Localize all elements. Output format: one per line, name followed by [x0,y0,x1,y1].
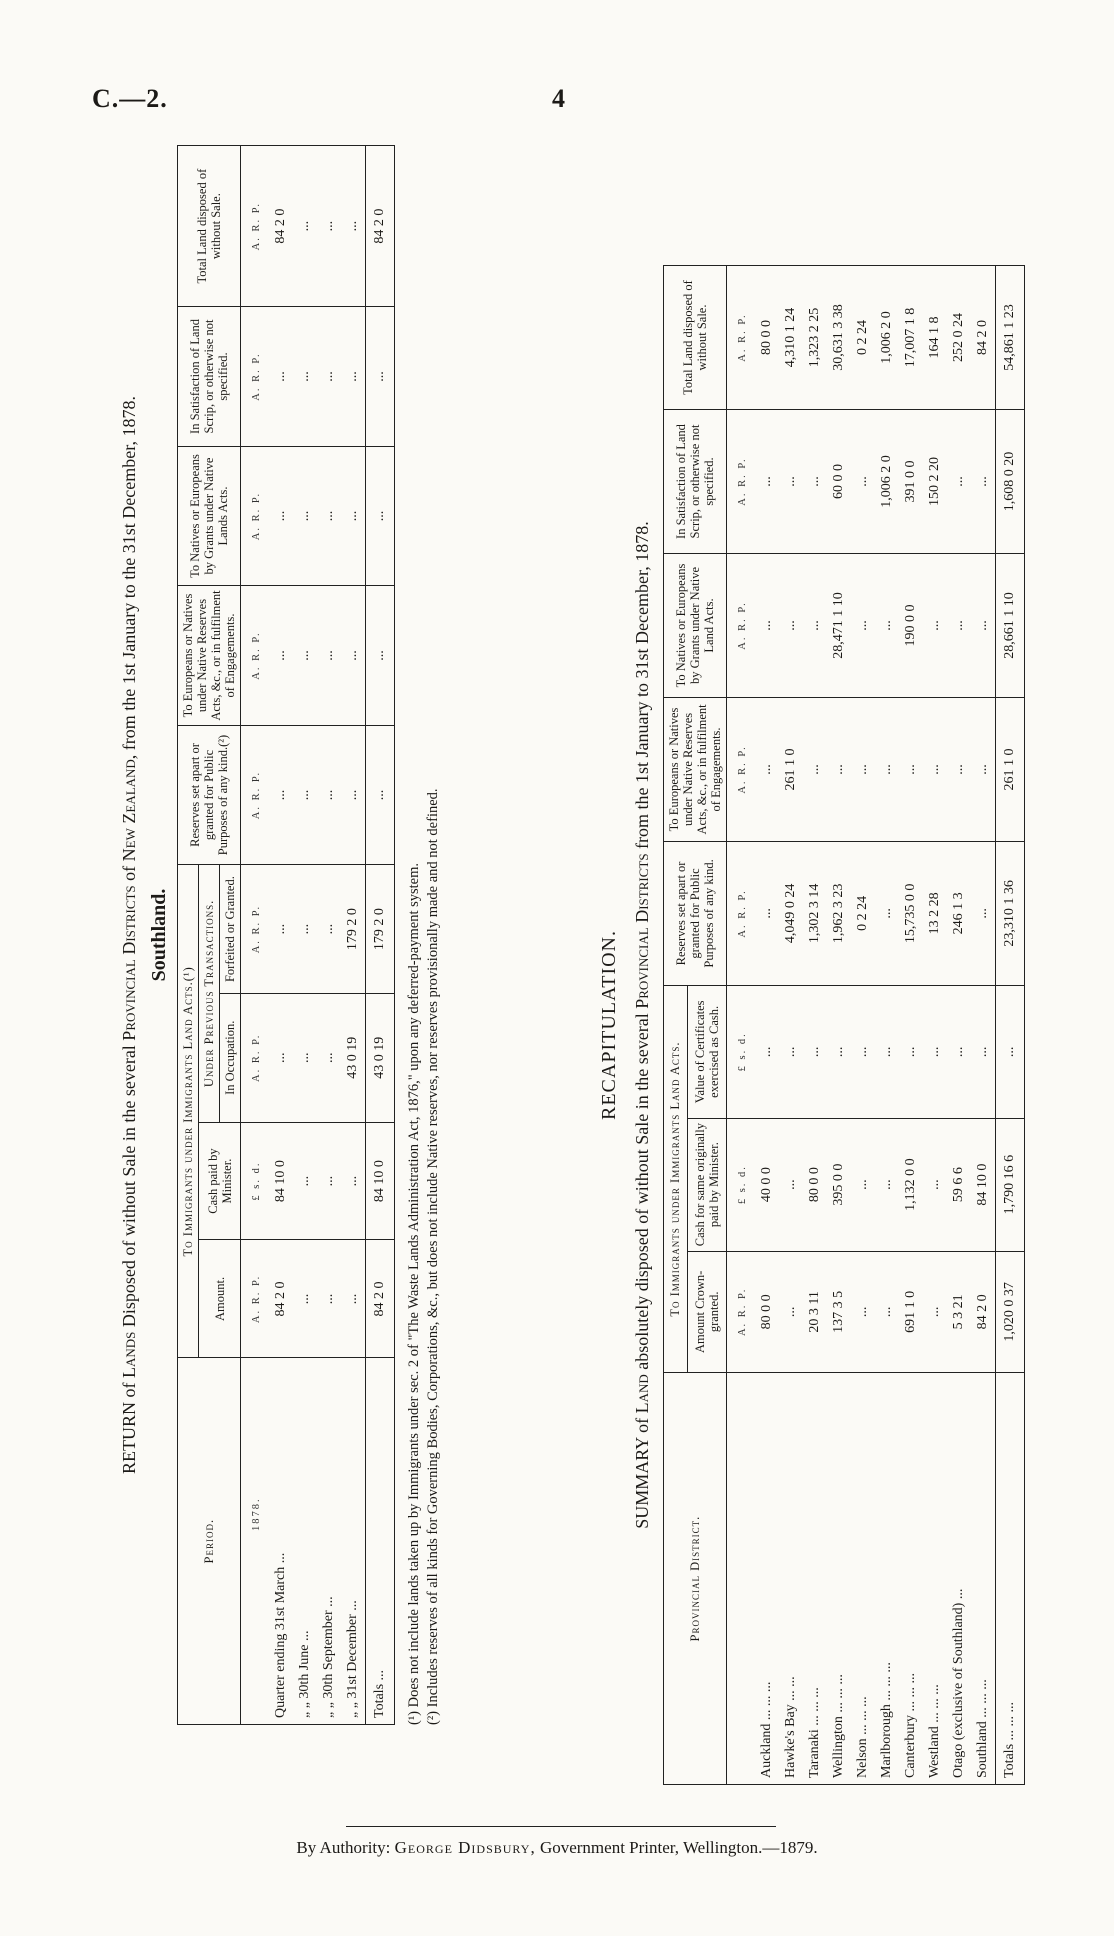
europeans-cell: ... [317,586,341,726]
total-cell: 4,310 1 24 [779,266,803,410]
header-reserves: Reserves set apart or granted for Public Purposes of any kind.(²) [178,725,241,865]
table-row [851,266,875,1785]
table-row [827,266,851,1785]
scrip-cell: ... [947,410,971,554]
header-natives: To Natives or Europeans by Grants under Native Land Acts. [664,554,727,698]
units-row [241,146,270,1725]
cash-cell: 84 10 0 [269,1122,293,1240]
cash-cell: ... [317,1122,341,1240]
period-cell: „ „ 30th June ... [293,1358,317,1725]
amount-cell: 84 2 0 [971,1251,996,1373]
printer-imprint: By Authority: George Didsbury, Government Printer, Wellington.—1879. [296,1838,818,1857]
cash-cell: 80 0 0 [803,1118,827,1251]
cash-cell: 84 10 0 [366,1122,395,1240]
reserves-cell: ... [366,725,395,865]
europeans-cell: ... [293,586,317,726]
reserves-cell: ... [971,841,996,985]
district-cell: Hawke's Bay ... ... [779,1373,803,1785]
reserves-cell: ... [755,841,779,985]
europeans-cell: 261 1 0 [996,697,1025,841]
reserves-cell: 246 1 3 [947,841,971,985]
unit-arp: A. R. P. [241,865,270,994]
cash-cell: ... [341,1122,366,1240]
recapitulation-table [663,265,1025,1785]
natives-cell: ... [755,554,779,698]
unit-arp: A. R. P. [241,446,270,586]
cash-cell: ... [875,1118,899,1251]
district-cell: Auckland ... ... ... [755,1373,779,1785]
scrip-cell: ... [779,410,803,554]
table-row [341,146,366,1725]
cash-cell: 1,132 0 0 [899,1118,923,1251]
europeans-cell: 261 1 0 [779,697,803,841]
natives-cell: ... [366,446,395,586]
scrip-cell: ... [971,410,996,554]
unit-lsd: £ s. d. [241,1122,270,1240]
district-cell: Southland ... ... ... [971,1373,996,1785]
natives-cell: ... [341,446,366,586]
totals-label: Totals ... ... ... [996,1373,1025,1785]
certificates-cell: ... [827,985,851,1118]
header-europeans: To Europeans or Natives under Native Reserves Acts, &c., or in fulfilment of Engagements. [178,586,241,726]
total-cell: 30,631 3 38 [827,266,851,410]
table-row [317,146,341,1725]
europeans-cell: ... [366,586,395,726]
certificates-cell: ... [923,985,947,1118]
amount-cell: 691 1 0 [899,1251,923,1373]
header-immigrants: To Immigrants under Immigrants Land Acts.(¹) [178,865,199,1358]
header-natives: To Natives or Europeans by Grants under Native Lands Acts. [178,446,241,586]
reserves-cell: ... [341,725,366,865]
reserves-cell: 4,049 0 24 [779,841,803,985]
unit-arp: A. R. P. [727,1251,756,1373]
scrip-cell: ... [341,307,366,447]
district-cell: Nelson ... ... ... [851,1373,875,1785]
units-row [727,266,756,1785]
scrip-cell: 150 2 20 [923,410,947,554]
cash-cell: ... [851,1118,875,1251]
table-row [779,266,803,1785]
amount-cell: ... [317,1240,341,1358]
unit-arp: A. R. P. [241,1240,270,1358]
totals-row [366,146,395,1725]
amount-cell: 84 2 0 [269,1240,293,1358]
unit-arp: A. R. P. [727,266,756,410]
header-scrip: In Satisfaction of Land Scrip, or otherwise not specified. [664,410,727,554]
header-certificates: Value of Certificates exercised as Cash. [687,985,726,1118]
table-row [293,146,317,1725]
scrip-cell: ... [366,307,395,447]
total-cell: 1,006 2 0 [875,266,899,410]
amount-cell: 1,020 0 37 [996,1251,1025,1373]
table-row [269,146,293,1725]
cash-cell: 1,790 16 6 [996,1118,1025,1251]
table-row [899,266,923,1785]
occupation-cell: ... [269,993,293,1122]
amount-cell: 5 3 21 [947,1251,971,1373]
amount-cell: ... [779,1251,803,1373]
cash-cell: 84 10 0 [971,1118,996,1251]
totals-row [996,266,1025,1785]
footer-rule [346,1826,776,1827]
header-amount: Amount Crown-granted. [687,1251,726,1373]
natives-cell: ... [779,554,803,698]
year-label: 1878. [241,1358,270,1725]
footnote: (¹) Does not include lands taken up by Immigrants under sec. 2 of "The Waste Lands Administration Act, 1876," upon any deferred-payment system. [406,863,422,1725]
forfeited-cell: ... [269,865,293,994]
total-cell: 84 2 0 [366,146,395,307]
europeans-cell: ... [341,586,366,726]
europeans-cell: ... [755,697,779,841]
scrip-cell: ... [803,410,827,554]
unit-arp: A. R. P. [241,586,270,726]
period-cell: „ „ 30th September ... [317,1358,341,1725]
amount-cell: ... [341,1240,366,1358]
table-row [923,266,947,1785]
natives-cell: ... [875,554,899,698]
unit-lsd: £ s. d. [727,1118,756,1251]
period-cell: „ „ 31st December ... [341,1358,366,1725]
return-title: RETURN of Lands Disposed of without Sale in the several Provincial Districts of New Zealand, from the 1st January to the 31st December, 1878. [119,395,139,1475]
header-total-land: Total Land disposed of without Sale. [664,266,727,410]
total-cell: ... [317,146,341,307]
header-previous-transactions: Under Previous Transactions. [199,865,220,1122]
certificates-cell: ... [803,985,827,1118]
reserves-cell: 1,302 3 14 [803,841,827,985]
cash-cell: ... [779,1118,803,1251]
cash-cell: 395 0 0 [827,1118,851,1251]
natives-cell: ... [851,554,875,698]
cash-cell: ... [923,1118,947,1251]
unit-arp: A. R. P. [241,725,270,865]
header-district: Provincial District. [664,1373,727,1785]
forfeited-cell: ... [293,865,317,994]
scrip-cell: 1,006 2 0 [875,410,899,554]
unit-arp: A. R. P. [727,410,756,554]
unit-arp: A. R. P. [727,554,756,698]
total-cell: ... [293,146,317,307]
total-cell: 17,007 1 8 [899,266,923,410]
natives-cell: 190 0 0 [899,554,923,698]
scrip-cell: ... [317,307,341,447]
unit-arp: A. R. P. [241,146,270,307]
header-cash-paid: Cash paid by Minister. [199,1122,241,1240]
reserves-cell: 0 2 24 [851,841,875,985]
header-in-occupation: In Occupation. [220,993,241,1122]
europeans-cell: ... [827,697,851,841]
header-reserves: Reserves set apart or granted for Public Purposes of any kind. [664,841,727,985]
total-cell: 84 2 0 [269,146,293,307]
district-cell: Taranaki ... ... ... [803,1373,827,1785]
page-identifier: C.—2. [92,84,168,113]
unit-arp: A. R. P. [727,841,756,985]
total-cell: 0 2 24 [851,266,875,410]
total-cell: 252 0 24 [947,266,971,410]
table-row [755,266,779,1785]
reserves-cell: 13 2 28 [923,841,947,985]
recapitulation-heading: RECAPITULATION. [598,930,620,1120]
certificates-cell: ... [996,985,1025,1118]
europeans-cell: ... [899,697,923,841]
natives-cell: ... [803,554,827,698]
amount-cell: 137 3 5 [827,1251,851,1373]
scrip-cell: 1,608 0 20 [996,410,1025,554]
natives-cell: ... [971,554,996,698]
amount-cell: ... [851,1251,875,1373]
district-cell: Westland ... ... ... [923,1373,947,1785]
total-cell: 80 0 0 [755,266,779,410]
amount-cell: ... [875,1251,899,1373]
occupation-cell: 43 0 19 [366,993,395,1122]
table-row [803,266,827,1785]
occupation-cell: 43 0 19 [341,993,366,1122]
forfeited-cell: 179 2 0 [366,865,395,994]
reserves-cell: 15,735 0 0 [899,841,923,985]
natives-cell: ... [947,554,971,698]
scrip-cell: ... [269,307,293,447]
table-row [947,266,971,1785]
reserves-cell: ... [293,725,317,865]
table-row [971,266,996,1785]
unit-lsd: £ s. d. [727,985,756,1118]
table-row [875,266,899,1785]
natives-cell: 28,471 1 10 [827,554,851,698]
header-cash-same: Cash for same originally paid by Minister. [687,1118,726,1251]
certificates-cell: ... [947,985,971,1118]
certificates-cell: ... [971,985,996,1118]
total-cell: 164 1 8 [923,266,947,410]
total-cell: 84 2 0 [971,266,996,410]
totals-label: Totals ... [366,1358,395,1725]
total-cell: 1,323 2 25 [803,266,827,410]
amount-cell: 20 3 11 [803,1251,827,1373]
total-cell: ... [341,146,366,307]
cash-cell: 40 0 0 [755,1118,779,1251]
unit-arp: A. R. P. [727,697,756,841]
amount-cell: 84 2 0 [366,1240,395,1358]
recapitulation-section [598,265,1048,1785]
total-cell: 54,861 1 23 [996,266,1025,410]
forfeited-cell: ... [317,865,341,994]
europeans-cell: ... [971,697,996,841]
district-cell: Wellington ... ... ... [827,1373,851,1785]
natives-cell: 28,661 1 10 [996,554,1025,698]
southland-return-table [177,145,395,1725]
cash-cell: 59 6 6 [947,1118,971,1251]
certificates-cell: ... [899,985,923,1118]
reserves-cell: 23,310 1 36 [996,841,1025,985]
footnotes [405,145,443,1725]
district-subtitle: Southland. [148,888,170,982]
period-cell: Quarter ending 31st March ... [269,1358,293,1725]
europeans-cell: ... [947,697,971,841]
occupation-cell: ... [293,993,317,1122]
cash-cell: ... [293,1122,317,1240]
certificates-cell: ... [755,985,779,1118]
reserves-cell: ... [875,841,899,985]
amount-cell: ... [923,1251,947,1373]
unit-arp: A. R. P. [241,307,270,447]
europeans-cell: ... [875,697,899,841]
header-scrip: In Satisfaction of Land Scrip, or otherwise not specified. [178,307,241,447]
scrip-cell: 60 0 0 [827,410,851,554]
natives-cell: ... [923,554,947,698]
amount-cell: 80 0 0 [755,1251,779,1373]
footnote: (²) Includes reserves of all kinds for Governing Bodies, Corporations, &c., but does not include Native reserves, nor reserves provisionally made and not defined. [425,788,441,1725]
amount-cell: ... [293,1240,317,1358]
natives-cell: ... [293,446,317,586]
occupation-cell: ... [317,993,341,1122]
header-europeans: To Europeans or Natives under Native Reserves Acts, &c., or in fulfilment of Engagements. [664,697,727,841]
page-number: 4 [552,84,565,113]
reserves-cell: ... [269,725,293,865]
header-immigrants: To Immigrants under Immigrants Land Acts. [664,985,688,1372]
scrip-cell: ... [293,307,317,447]
district-cell: Canterbury ... ... ... [899,1373,923,1785]
scrip-cell: ... [851,410,875,554]
reserves-cell: 1,962 3 23 [827,841,851,985]
unit-arp: A. R. P. [241,993,270,1122]
header-total-land: Total Land disposed of without Sale. [178,146,241,307]
europeans-cell: ... [803,697,827,841]
scrip-cell: 391 0 0 [899,410,923,554]
europeans-cell: ... [851,697,875,841]
europeans-cell: ... [269,586,293,726]
certificates-cell: ... [779,985,803,1118]
district-cell: Marlborough ... ... ... [875,1373,899,1785]
header-forfeited: Forfeited or Granted. [220,865,241,994]
reserves-cell: ... [317,725,341,865]
summary-title: SUMMARY of Land absolutely disposed of without Sale in the several Provincial Districts from the 1st January to 31st December, 1878. [632,521,652,1529]
natives-cell: ... [269,446,293,586]
certificates-cell: ... [875,985,899,1118]
forfeited-cell: 179 2 0 [341,865,366,994]
district-cell: Otago (exclusive of Southland) ... [947,1373,971,1785]
scrip-cell: ... [755,410,779,554]
certificates-cell: ... [851,985,875,1118]
header-period: Period. [178,1358,241,1725]
header-amount: Amount. [199,1240,241,1358]
natives-cell: ... [317,446,341,586]
europeans-cell: ... [923,697,947,841]
